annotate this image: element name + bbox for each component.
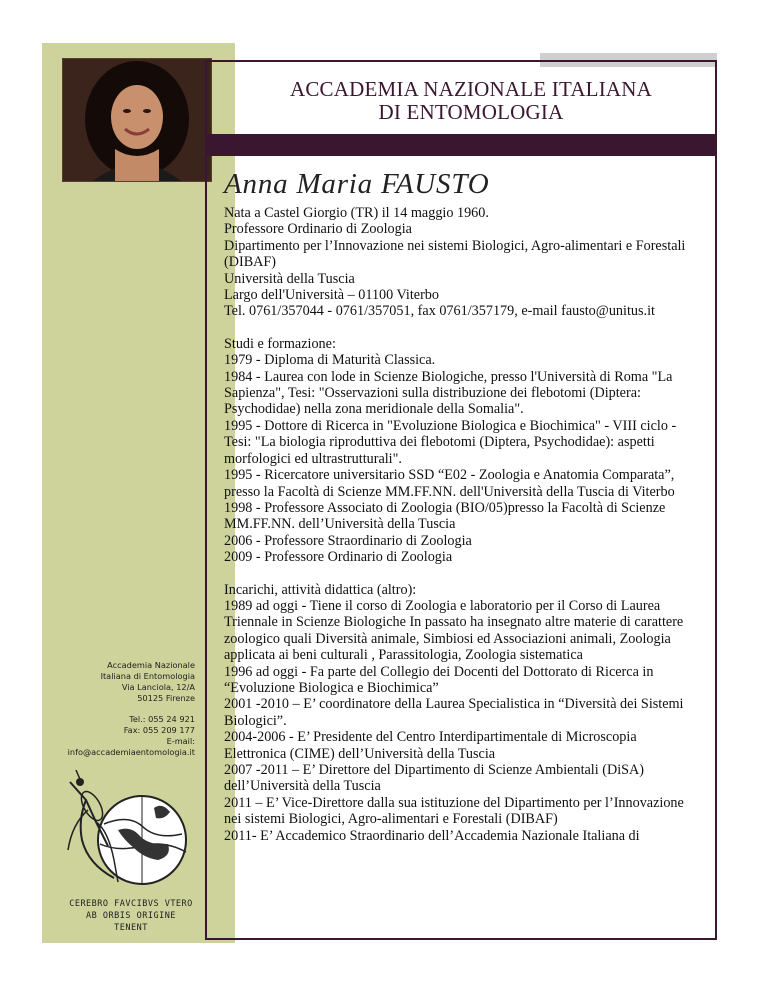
duties-item: 2001 -2010 – E’ coordinatore della Laurea Specialistica in “Diversità dei Sistemi Biologici”.	[224, 696, 684, 729]
studies-item: 1998 - Professore Associato di Zoologia (BIO/05)presso la Facoltà di Scienze MM.FF.NN. dell’Università della Tuscia	[224, 499, 666, 533]
info-address: Largo dell'Università – 01100 Viterbo	[224, 287, 439, 304]
duties-item: 2007 -2011 – E’ Direttore del Dipartimento di Scienze Ambientali (DiSA) dell’Università della Tuscia	[224, 762, 645, 795]
studies-item: 1995 - Dottore di Ricerca in "Evoluzione Biologica e Biochimica" - VIII ciclo - Tesi: "La biologia riproduttiva dei flebotomi (Diptera, Psychodidae): aspetti morfologici ed ultrastrutturali".	[224, 417, 677, 467]
duties-item: 2011 – E’ Vice-Direttore dalla sua istituzione del Dipartimento per l’Innovazione nei sistemi Biologici, Agro-alimentari e Forestali (DIBAF)	[224, 794, 684, 828]
motto-line: TENENT	[114, 923, 148, 933]
address-line: Via Lanciola, 12/A	[121, 682, 195, 692]
studies-item: 2009 - Professore Ordinario di Zoologia	[224, 549, 453, 566]
info-department: Dipartimento per l’Innovazione nei sistemi Biologici, Agro-alimentari e Forestali (DIBAF)	[224, 237, 686, 271]
academy-title-line2: DI ENTOMOLOGIA	[378, 100, 564, 124]
academy-title	[236, 78, 706, 124]
info-birth: Nata a Castel Giorgio (TR) il 14 maggio 1960.	[224, 205, 489, 221]
studies-item: 1979 - Diploma di Maturità Classica.	[224, 352, 436, 369]
address-line: 50125 Firenze	[137, 693, 195, 703]
motto-line: CEREBRO FAVCIBVS VTERO	[69, 899, 193, 909]
info-university: Università della Tuscia	[224, 270, 355, 287]
info-contacts: Tel. 0761/357044 - 0761/357051, fax 0761/357179, e-mail fausto@unitus.it	[224, 303, 655, 320]
studies-heading: Studi e formazione:	[224, 335, 336, 352]
mantis-globe-emblem	[58, 760, 198, 895]
person-name: Anna Maria FAUSTO	[224, 168, 490, 200]
frame-right-border	[715, 60, 717, 940]
portrait-photo	[62, 58, 212, 182]
studies-item: 1984 - Laurea con lode in Scienze Biologiche, presso l'Università di Roma "La Sapienza", Tesi: "Osservazioni sulla distribuzione dei flebotomi (Diptera: Psychodidae) nella zona meridionale della Somalia".	[224, 368, 673, 418]
duties-item: 2004-2006 - E’ Presidente del Centro Interdipartimentale di Microscopia Elettronica (CIME) dell’Università della Tuscia	[224, 729, 637, 762]
sidebar-contact-block	[50, 660, 195, 758]
info-role: Professore Ordinario di Zoologia	[224, 221, 412, 238]
email-label: E-mail:	[166, 736, 195, 746]
duties-item: 1996 ad oggi - Fa parte del Collegio dei Docenti del Dottorato di Ricerca in “Evoluzione Biologica e Biochimica”	[224, 663, 654, 696]
academy-title-line1: ACCADEMIA NAZIONALE ITALIANA	[289, 77, 653, 101]
portrait-icon	[63, 59, 211, 181]
duties-item: 1989 ad oggi - Tiene il corso di Zoologia e laboratorio per il Corso di Laurea Triennale in Scienze Biologiche In passato ha insegnato altre materie di carattere zoologico quali Diversità animale, Simbiosi ed Associazioni animali, Zoologia applicata ai beni culturali , Parassitologia, Zoologia sistematica	[224, 597, 684, 664]
duties-item: 2011- E’ Accademico Straordinario dell’Accademia Nazionale Italiana di	[224, 827, 640, 844]
frame-top-border	[205, 60, 715, 62]
cv-content	[224, 205, 702, 844]
address-line: Accademia Nazionale	[107, 660, 195, 670]
frame-left-border	[205, 60, 207, 940]
address-line: Italiana di Entomologia	[100, 671, 195, 681]
email-link[interactable]: info@accademiaentomologia.it	[67, 747, 195, 757]
phone-line: Tel.: 055 24 921	[129, 714, 195, 724]
duties-heading: Incarichi, attività didattica (altro):	[224, 581, 417, 598]
frame-bottom-border	[205, 938, 717, 940]
emblem-icon	[58, 760, 198, 895]
emblem-motto	[50, 898, 212, 934]
motto-line: AB ORBIS ORIGINE	[86, 911, 176, 921]
studies-item: 1995 - Ricercatore universitario SSD “E02 - Zoologia e Anatomia Comparata”, presso la Facoltà di Scienze MM.FF.NN. dell'Università della Tuscia di Viterbo	[224, 467, 675, 500]
fax-line: Fax: 055 209 177	[123, 725, 195, 735]
studies-item: 2006 - Professore Straordinario di Zoologia	[224, 532, 472, 549]
header-band	[205, 134, 717, 156]
